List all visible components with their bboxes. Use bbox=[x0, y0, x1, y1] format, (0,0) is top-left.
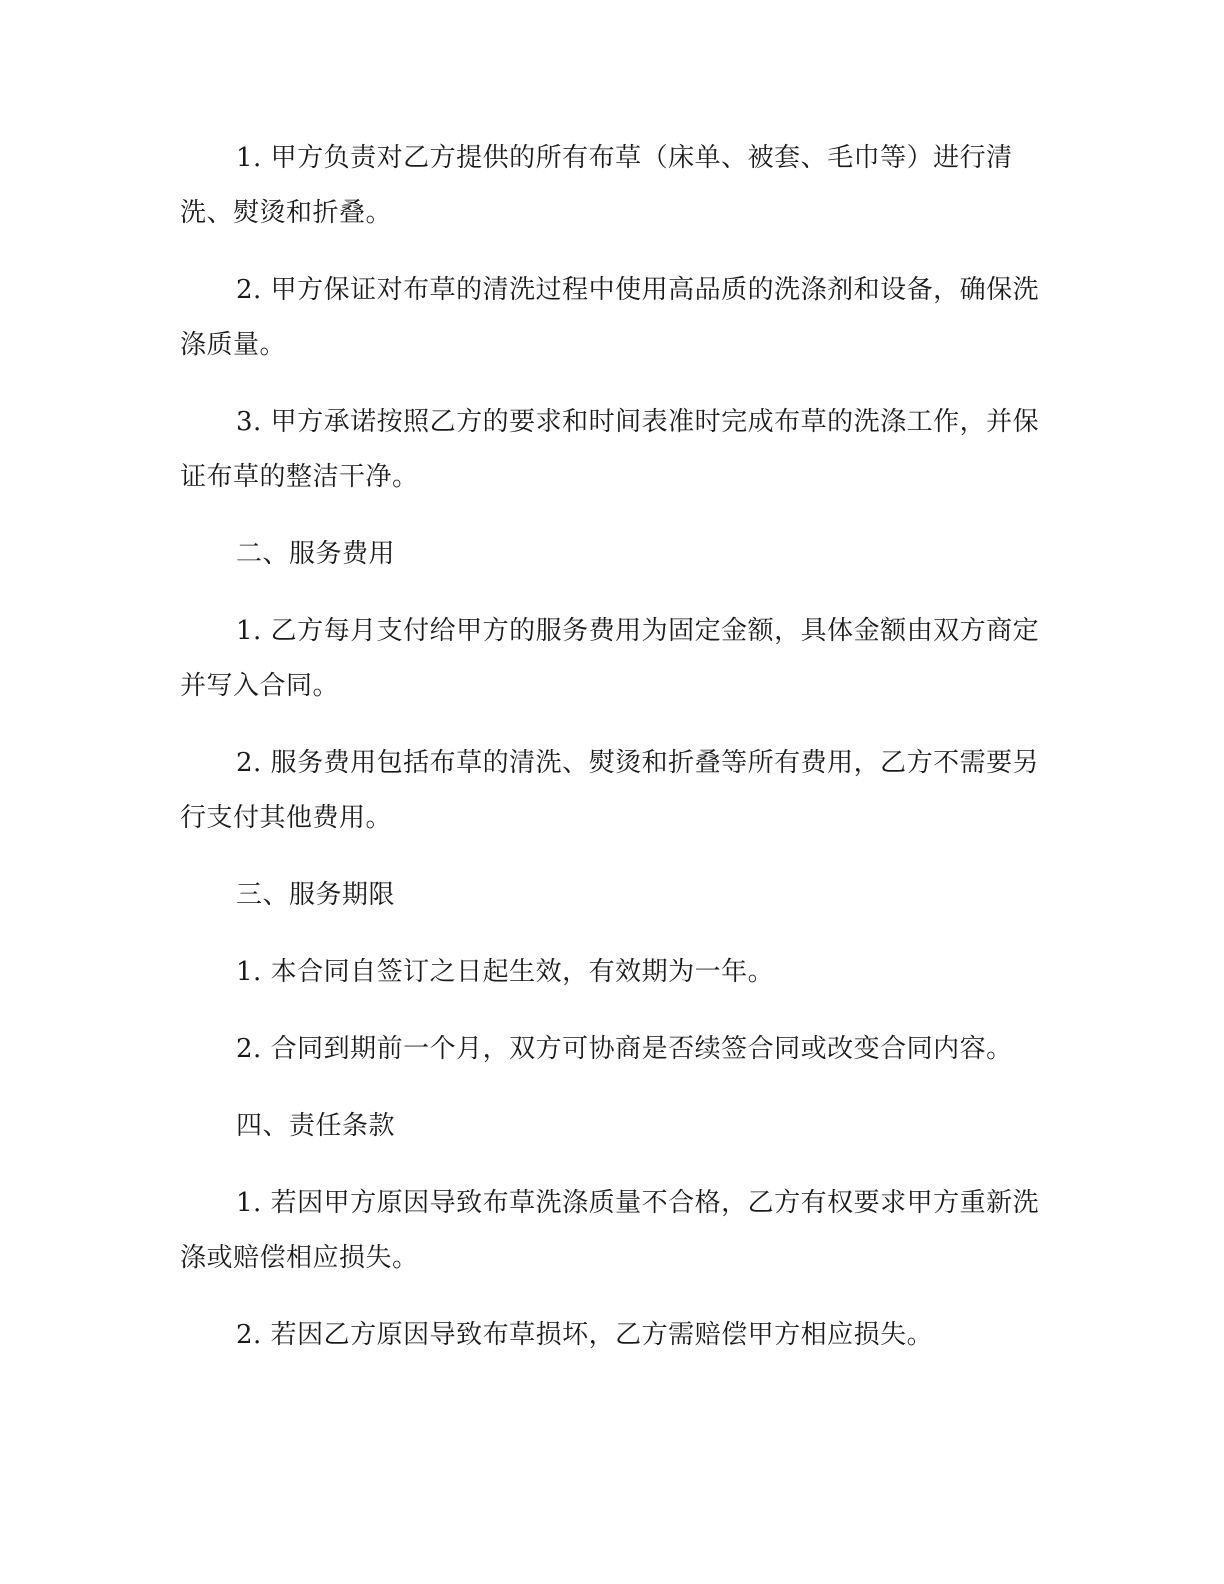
section-2-heading: 二、服务费用 bbox=[236, 539, 396, 569]
clause-1-3-paragraph: 3. 甲方承诺按照乙方的要求和时间表准时完成布草的洗涤工作，并保证布草的整洁干净。 bbox=[180, 407, 1040, 492]
clause-3-1-paragraph: 1. 本合同自签订之日起生效，有效期为一年。 bbox=[236, 957, 775, 987]
clause-1-1-paragraph: 1. 甲方负责对乙方提供的所有布草（床单、被套、毛巾等）进行清洗、熨烫和折叠。 bbox=[180, 143, 1013, 228]
clause-3-2-paragraph: 2. 合同到期前一个月，双方可协商是否续签合同或改变合同内容。 bbox=[236, 1034, 1013, 1064]
clause-1-2-paragraph: 2. 甲方保证对布草的清洗过程中使用高品质的洗涤剂和设备，确保洗涤质量。 bbox=[180, 275, 1040, 360]
document-body bbox=[180, 131, 1040, 1385]
clause-4-1-paragraph: 1. 若因甲方原因导致布草洗涤质量不合格，乙方有权要求甲方重新洗涤或赔偿相应损失。 bbox=[180, 1188, 1040, 1273]
clause-4-2-paragraph: 2. 若因乙方原因导致布草损坏，乙方需赔偿甲方相应损失。 bbox=[236, 1320, 934, 1350]
section-4-heading: 四、责任条款 bbox=[236, 1111, 396, 1141]
clause-2-1-paragraph: 1. 乙方每月支付给甲方的服务费用为固定金额，具体金额由双方商定并写入合同。 bbox=[180, 616, 1040, 701]
clause-2-2-paragraph: 2. 服务费用包括布草的清洗、熨烫和折叠等所有费用，乙方不需要另行支付其他费用。 bbox=[180, 748, 1040, 833]
section-3-heading: 三、服务期限 bbox=[236, 880, 396, 910]
